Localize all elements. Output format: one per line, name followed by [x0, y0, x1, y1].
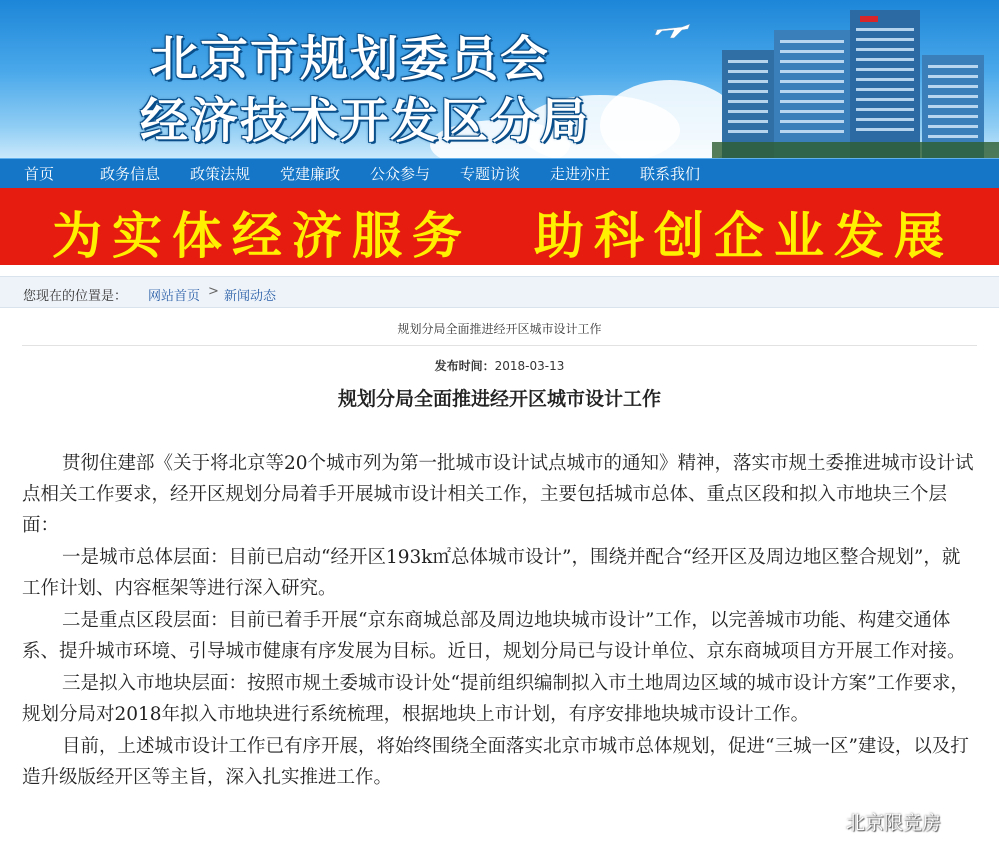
slogan-right: 助科创企业发展 [534, 206, 954, 265]
article-paragraph: 贯彻住建部《关于将北京等20个城市列为第一批城市设计试点城市的通知》精神，落实市规土委推进城市设计试点相关工作要求，经开区规划分局着手开展城市设计相关工作，主要包括城市总体、重点区段和拟入市地块三个层面： [22, 453, 974, 536]
nav-item-contact[interactable]: 联系我们 [640, 165, 701, 183]
nav-item-home[interactable]: 首页 [24, 165, 55, 183]
article-title: 规划分局全面推进经开区城市设计工作 [337, 388, 661, 410]
office-buildings-image [712, 10, 999, 158]
publish-label: 发布时间： [434, 359, 495, 373]
nav-item-party-building[interactable]: 党建廉政 [280, 165, 341, 183]
nav-item-government-info[interactable]: 政务信息 [100, 165, 161, 183]
banner-title-line2: 经济技术开发区分局 [140, 93, 591, 149]
nav-item-public-participation[interactable]: 公众参与 [370, 165, 431, 183]
header-banner [0, 0, 999, 158]
breadcrumb [0, 276, 999, 308]
breadcrumb-label: 您现在的位置是： [23, 289, 128, 304]
breadcrumb-separator: > [208, 284, 219, 299]
airplane-icon [652, 18, 692, 40]
breadcrumb-current-link[interactable]: 新闻动态 [224, 289, 277, 304]
article-paragraph: 二是重点区段层面：目前已着手开展“京东商城总部及周边地块城市设计”工作，以完善城市功能、构建交通体系、提升城市环境、引导城市健康有序发展为目标。近日，规划分局已与设计单位、京东商城项目方开展工作对接。 [22, 610, 966, 662]
breadcrumb-home-link[interactable]: 网站首页 [148, 289, 201, 304]
watermark [816, 808, 941, 834]
nav-item-policies[interactable]: 政策法规 [190, 165, 251, 183]
slogan-left: 为实体经济服务 [52, 206, 472, 265]
nav-item-about-yizhuang[interactable]: 走进亦庄 [550, 165, 611, 183]
banner-title-line1: 北京市规划委员会 [150, 31, 551, 87]
article-body [22, 448, 977, 794]
article-paragraph: 三是拟入市地块层面：按照市规土委城市设计处“提前组织编制拟入市土地周边区域的城市设计方案”工作要求，规划分局对2018年拟入市地块进行系统梳理，根据地块上市计划，有序安排地块城市设计工作。 [22, 673, 969, 725]
watermark-text: 北京限竞房 [846, 811, 942, 834]
publish-date: 2018-03-13 [494, 359, 565, 373]
article-paragraph: 一是城市总体层面：目前已启动“经开区193k㎡总体城市设计”，围绕并配合“经开区及周边地区整合规划”，就工作计划、内容框架等进行深入研究。 [22, 547, 961, 599]
nav-item-interviews[interactable]: 专题访谈 [460, 165, 521, 183]
slogan-banner [0, 188, 999, 265]
divider [22, 345, 977, 346]
publish-info [0, 357, 999, 374]
main-nav [0, 158, 999, 188]
article-small-title: 规划分局全面推进经开区城市设计工作 [397, 322, 602, 336]
article-paragraph: 目前，上述城市设计工作已有序开展，将始终围绕全面落实北京市城市总体规划，促进“三城一区”建设，以及打造升级版经开区等主旨，深入扎实推进工作。 [22, 736, 969, 788]
wechat-icon [816, 810, 842, 832]
